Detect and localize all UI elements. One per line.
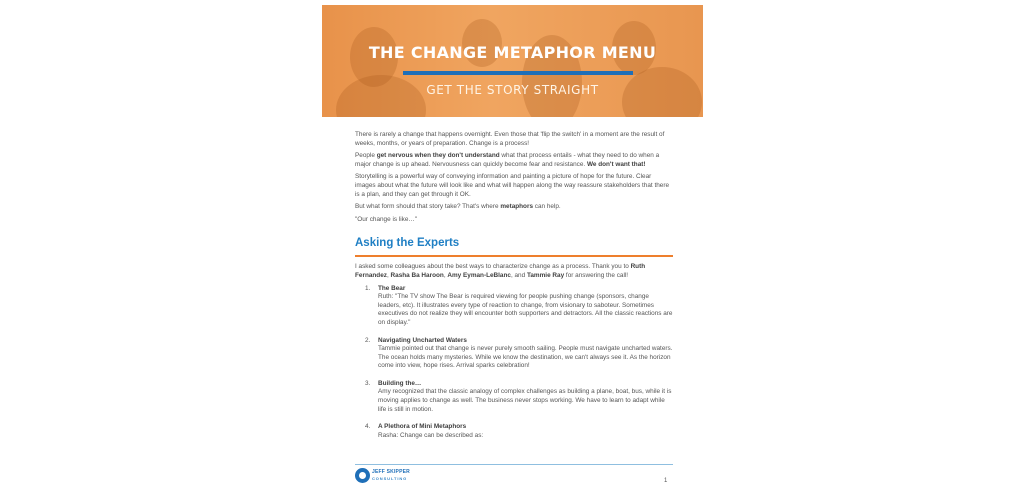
intro-paragraph: There is rarely a change that happens overnight. Even those that 'flip the switch' in a moment are the result of weeks, months, or years of preparation. Change is a process! bbox=[355, 131, 665, 147]
document-body bbox=[355, 131, 673, 449]
document-title: THE CHANGE METAPHOR MENU bbox=[368, 43, 657, 62]
metaphor-list bbox=[355, 285, 673, 441]
text-run: People bbox=[355, 152, 377, 160]
section-divider bbox=[355, 255, 673, 257]
list-item-title: The Bear bbox=[378, 284, 406, 292]
list-item bbox=[355, 423, 673, 440]
list-item-body: Rasha: Change can be described as: bbox=[378, 431, 484, 439]
title-underline-bar bbox=[403, 71, 633, 75]
list-item-title: A Plethora of Mini Metaphors bbox=[378, 423, 467, 431]
bold-text: metaphors bbox=[500, 203, 533, 211]
contributor-name: Rasha Ba Haroon bbox=[390, 271, 444, 279]
text-run: what that process entails - what they need to do when a major change is up ahead. Nervousness can quickly become fear and resistance. bbox=[355, 152, 660, 168]
list-item bbox=[355, 380, 673, 414]
list-item bbox=[355, 337, 673, 371]
bold-text: get nervous when they don't understand bbox=[376, 152, 500, 160]
list-number: 4. bbox=[365, 423, 371, 431]
intro-paragraph bbox=[355, 203, 673, 212]
contributor-name: Tammie Ray bbox=[526, 271, 565, 279]
text-run: can help. bbox=[533, 203, 561, 211]
intro-paragraph: Storytelling is a powerful way of conveying information and painting a picture of hope for the future. Clear images about what the future will look like and what will happen along the way reassure stakeholders that there is a plan, and they can get through it OK. bbox=[355, 173, 670, 198]
company-logo bbox=[355, 467, 425, 485]
list-number: 3. bbox=[365, 379, 371, 387]
list-item bbox=[355, 285, 673, 328]
page-number: 1 bbox=[664, 478, 668, 484]
section-intro bbox=[355, 263, 673, 280]
contributor-name: Amy Eyman-LeBlanc bbox=[447, 271, 511, 279]
list-item-title: Navigating Uncharted Waters bbox=[378, 336, 467, 344]
list-number: 2. bbox=[365, 336, 371, 344]
document-page bbox=[322, 0, 703, 493]
list-item-body: Ruth: "The TV show The Bear is required viewing for people pushing change (sponsors, change leaders, etc). It illustrates every type of reaction to change, from visionary to saboteur. Sometimes executives do not realize they will encounter both supporters and detractors. All the classic reactions are on display." bbox=[378, 293, 673, 326]
text-run: for answering the call! bbox=[564, 271, 629, 279]
circle-logo-icon bbox=[355, 468, 370, 483]
list-item-title: Building the… bbox=[378, 379, 422, 387]
list-number: 1. bbox=[365, 284, 371, 292]
text-run: , bbox=[386, 271, 391, 279]
contributor-name: Ruth Fernandez bbox=[355, 263, 646, 279]
text-run: But what form should that story take? That's where bbox=[355, 203, 501, 211]
intro-paragraph bbox=[355, 152, 673, 169]
footer-divider bbox=[355, 464, 673, 465]
header-banner bbox=[322, 5, 703, 117]
section-heading: Asking the Experts bbox=[355, 237, 460, 250]
text-run: , and bbox=[510, 271, 527, 279]
text-run: I asked some colleagues about the best ways to characterize change as a process. Thank you to bbox=[355, 263, 631, 271]
logo-subtitle: CONSULTING bbox=[372, 476, 408, 481]
text-run: , bbox=[443, 271, 448, 279]
intro-paragraph: "Our change is like…" bbox=[355, 215, 418, 223]
document-subtitle: GET THE STORY STRAIGHT bbox=[426, 83, 599, 97]
list-item-body: Amy recognized that the classic analogy of complex challenges as building a plane, boat, bus, while it is moving applies to change as well. The business never stops working. We have to learn to adapt while life is still in motion. bbox=[378, 388, 672, 413]
bold-text: We don't want that! bbox=[586, 160, 646, 168]
list-item-body: Tammie pointed out that change is never purely smooth sailing. People must navigate uncharted waters. The ocean holds many mysteries. While we know the destination, we can't always see it. As the horizon come into view, hope rises. Arrival sparks celebration! bbox=[378, 345, 673, 370]
logo-name: JEFF SKIPPER bbox=[372, 469, 410, 475]
